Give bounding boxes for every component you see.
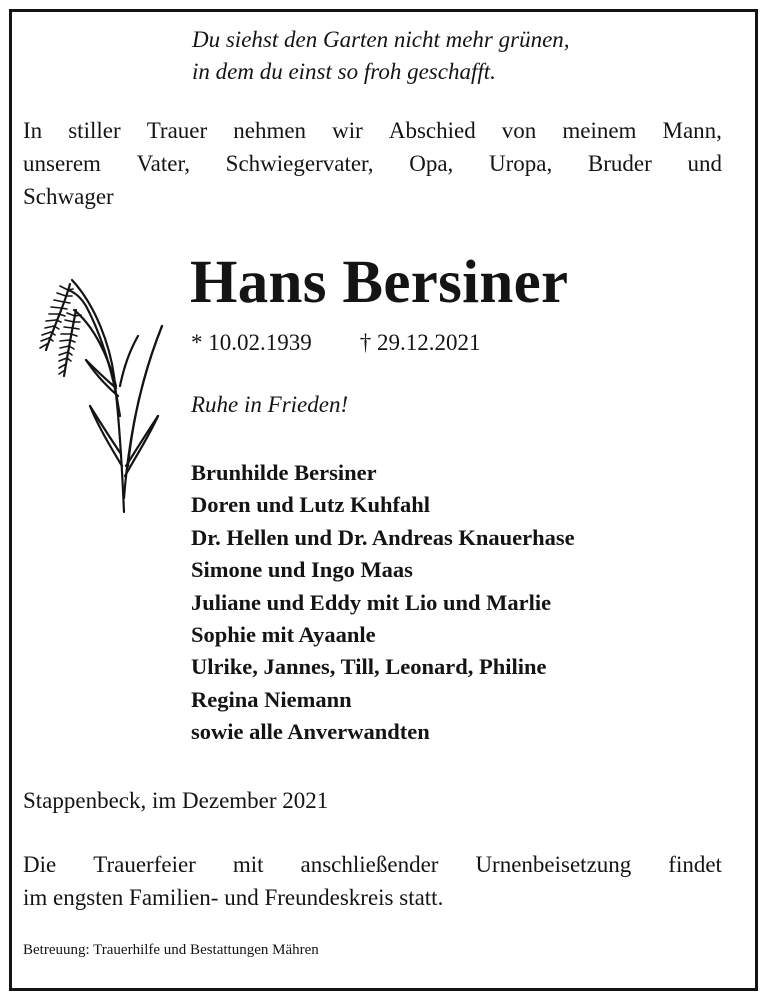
motto-line-2: in dem du einst so froh geschafft. — [192, 59, 496, 84]
intro-word: Trauer — [146, 118, 208, 143]
intro-word: meinem — [562, 118, 637, 143]
intro-word: Vater, — [136, 151, 190, 176]
farewell-phrase: Ruhe in Frieden! — [191, 392, 349, 417]
intro-word: Opa, — [409, 151, 454, 176]
life-dates — [191, 326, 481, 360]
intro-word: wir — [332, 118, 363, 143]
intro-text — [23, 114, 722, 213]
mourner-line: Simone und Ingo Maas — [191, 557, 413, 583]
mourner-line: Dr. Hellen und Dr. Andreas Knauerhase — [191, 524, 575, 550]
intro-word: nehmen — [233, 118, 307, 143]
ceremony-word: Trauerfeier — [93, 852, 196, 877]
mourner-line: Brunhilde Bersiner — [191, 460, 377, 485]
ceremony-word: mit — [232, 852, 264, 877]
mourner-line: Sophie mit Ayaanle — [191, 622, 376, 648]
death-date: † 29.12.2021 — [359, 330, 481, 355]
grass-stalk-icon — [24, 266, 174, 516]
intro-word: von — [501, 118, 537, 143]
intro-word: unserem — [23, 151, 101, 176]
ceremony-word: anschließender — [300, 852, 439, 877]
intro-word: Bruder — [587, 151, 652, 176]
place-and-date: Stappenbeck, im Dezember 2021 — [23, 788, 329, 813]
mourner-line: sowie alle Anverwandten — [191, 719, 430, 745]
mourners-list — [191, 457, 575, 749]
ceremony-notice — [23, 848, 722, 914]
mourner-line: Doren und Lutz Kuhfahl — [191, 492, 431, 518]
intro-word: und — [687, 151, 722, 176]
intro-line-2 — [23, 147, 722, 180]
intro-word: Abschied — [388, 118, 476, 143]
motto-verse — [192, 24, 570, 88]
intro-word: In — [23, 118, 43, 143]
mourner-line: Regina Niemann — [191, 686, 352, 712]
intro-word: Uropa, — [488, 151, 553, 176]
intro-line-1 — [23, 114, 722, 147]
intro-line-3: Schwager — [23, 184, 114, 209]
motto-line-1: Du siehst den Garten nicht mehr grünen, — [192, 27, 570, 52]
intro-word: stiller — [68, 118, 121, 143]
intro-word: Schwiegervater, — [225, 151, 374, 176]
funeral-service-credit: Betreuung: Trauerhilfe und Bestattungen Mähren — [23, 942, 319, 958]
mourner-line: Juliane und Eddy mit Lio und Marlie — [191, 589, 552, 615]
birth-date: * 10.02.1939 — [191, 330, 312, 355]
mourner-line: Ulrike, Jannes, Till, Leonard, Philine — [191, 654, 547, 680]
ceremony-word: findet — [668, 852, 722, 877]
deceased-name: Hans Bersiner — [190, 249, 569, 316]
ceremony-word: Urnenbeisetzung — [475, 852, 632, 877]
intro-word: Mann, — [662, 118, 722, 143]
ceremony-line-2: im engsten Familien- und Freundeskreis statt. — [23, 885, 444, 910]
ceremony-word: Die — [23, 852, 57, 877]
ceremony-line-1 — [23, 848, 722, 881]
